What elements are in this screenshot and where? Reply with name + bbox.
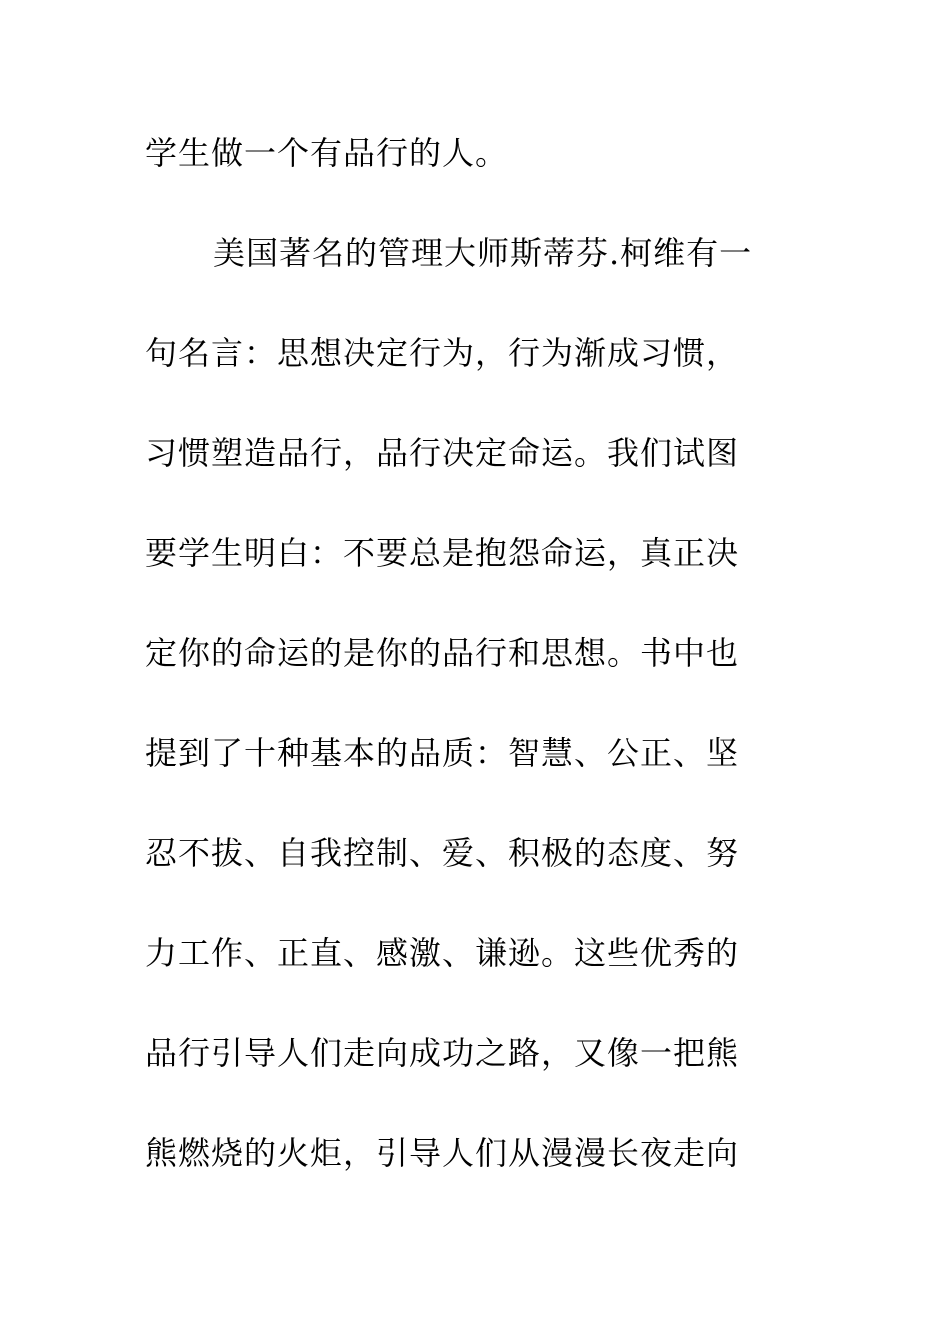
text-line: 品行引导人们走向成功之路，又像一把熊 (145, 1034, 740, 1072)
paragraph-first-line: 美国著名的管理大师斯蒂芬.柯维有一 (213, 234, 753, 272)
text-line: 定你的命运的是你的品行和思想。书中也 (145, 634, 740, 672)
text-line: 学生做一个有品行的人。 (145, 134, 509, 172)
text-line: 忍不拔、自我控制、爱、积极的态度、努 (145, 834, 740, 872)
text-line: 习惯塑造品行，品行决定命运。我们试图 (145, 434, 740, 472)
text-line: 熊燃烧的火炬，引导人们从漫漫长夜走向 (145, 1134, 740, 1172)
text-line: 要学生明白：不要总是抱怨命运，真正决 (145, 534, 740, 572)
text-line: 力工作、正直、感激、谦逊。这些优秀的 (145, 934, 740, 972)
text-line: 提到了十种基本的品质：智慧、公正、坚 (145, 734, 740, 772)
text-line: 句名言：思想决定行为，行为渐成习惯， (145, 334, 740, 372)
